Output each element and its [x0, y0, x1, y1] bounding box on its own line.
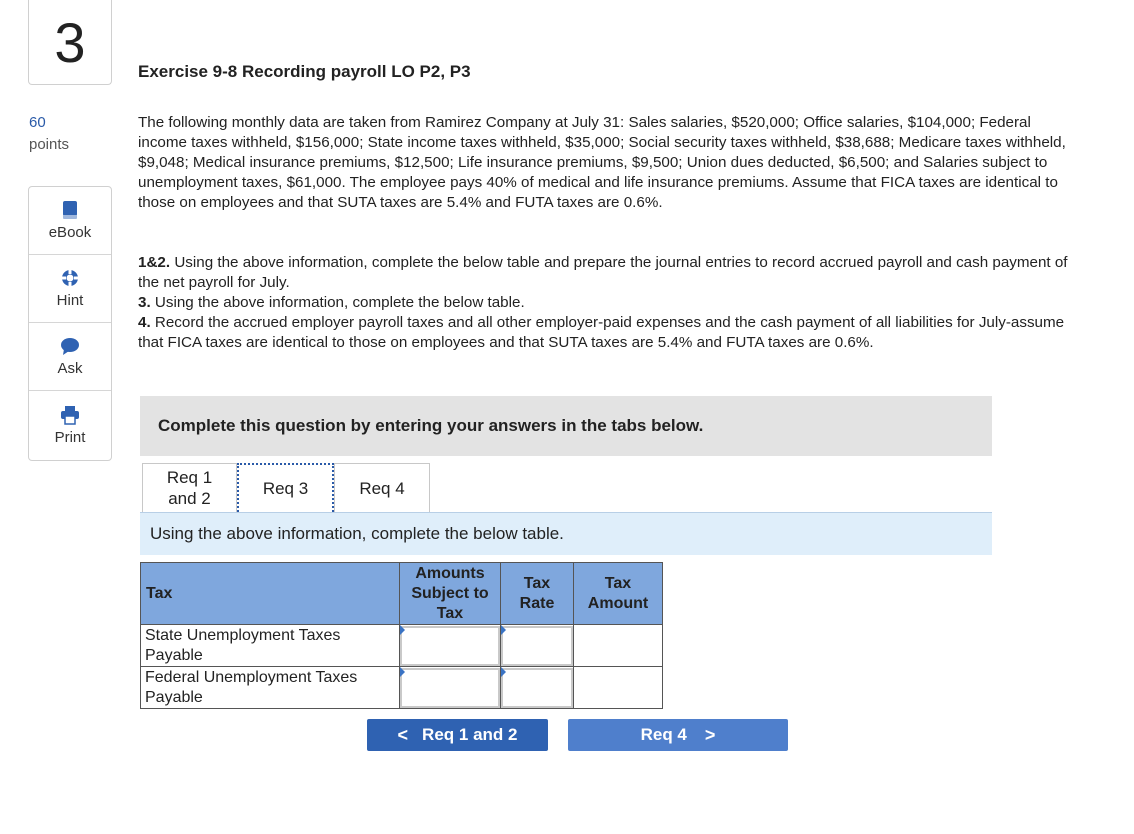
instructions-banner: Complete this question by entering your answers in the tabs below. [140, 396, 992, 456]
tools-panel [28, 186, 112, 461]
requirement-number: 4. [138, 314, 151, 331]
prev-req-button[interactable] [367, 719, 548, 751]
requirement-text: Using the above information, complete the below table. [150, 294, 525, 311]
tab-req-1-and-2[interactable] [142, 463, 237, 512]
tab-instruction: Using the above information, complete the below table. [140, 512, 992, 555]
requirement-number: 3. [138, 294, 151, 311]
row-label [141, 625, 400, 667]
row-label-line1: Federal Unemployment Taxes [145, 668, 358, 686]
requirement-item [138, 253, 1078, 293]
ebook-button[interactable] [29, 187, 111, 255]
requirement-tabs [142, 463, 430, 512]
points-box [29, 112, 69, 156]
points-label: points [29, 136, 70, 153]
chevron-right-icon: > [704, 724, 716, 745]
input-marker-icon [400, 625, 405, 635]
cell-amount-subject [400, 625, 501, 667]
header-line: Tax [523, 574, 551, 592]
input-marker-icon [501, 625, 506, 635]
ask-label: Ask [57, 360, 83, 377]
chevron-left-icon: < [397, 724, 409, 745]
lifebuoy-icon [60, 268, 80, 288]
tab-req-3[interactable] [237, 463, 334, 512]
question-number: 3 [28, 0, 112, 85]
tab-label-line2: and 2 [168, 489, 211, 508]
printer-icon [60, 405, 80, 425]
points-value: 60 [29, 114, 46, 131]
header-tax: Tax [141, 563, 400, 625]
requirement-number: 1&2. [138, 254, 171, 271]
exercise-title: Exercise 9-8 Recording payroll LO P2, P3 [138, 62, 471, 81]
row-label [141, 667, 400, 709]
print-label: Print [54, 428, 86, 446]
table-header-row [141, 563, 663, 625]
header-line: Subject to [411, 584, 489, 602]
tab-label: Req 4 [359, 478, 405, 498]
next-req-label: Req 4 [640, 725, 687, 744]
suta-amount-subject-input[interactable] [400, 626, 500, 666]
unemployment-tax-table [140, 562, 663, 709]
futa-tax-rate-input[interactable] [501, 668, 573, 708]
print-button[interactable] [29, 391, 111, 459]
header-line: Rate [519, 594, 555, 612]
hint-button[interactable] [29, 255, 111, 323]
hint-label: Hint [56, 292, 84, 309]
header-tax-rate [501, 563, 574, 625]
header-line: Tax [604, 574, 632, 592]
header-tax-amount [574, 563, 663, 625]
requirement-text: Using the above information, complete the below table and prepare the journal entries to record accrued payroll and cash payment of the net payroll for July. [138, 254, 1068, 291]
row-label-line2: Payable [145, 688, 203, 706]
row-label-line2: Payable [145, 646, 203, 664]
requirement-item [138, 313, 1078, 353]
requirement-text: Record the accrued employer payroll taxes and all other employer-paid expenses and the cash payment of all liabilities for July-assume that FICA taxes are identical to those on employees and that SUTA taxes are 5.4% and FUTA taxes are 0.6%. [138, 314, 1065, 351]
chat-bubble-icon [60, 336, 80, 356]
header-line: Amounts [415, 564, 485, 582]
cell-tax-rate [501, 625, 574, 667]
table-row [141, 667, 663, 709]
futa-tax-amount-cell [574, 667, 663, 709]
futa-amount-subject-input[interactable] [400, 668, 500, 708]
book-icon [62, 200, 78, 220]
prev-req-label: Req 1 and 2 [422, 725, 518, 744]
cell-tax-rate [501, 667, 574, 709]
tab-label-line1: Req 1 [166, 468, 213, 487]
cell-amount-subject [400, 667, 501, 709]
input-marker-icon [400, 667, 405, 677]
ebook-label: eBook [48, 224, 92, 241]
requirements-list [138, 253, 1078, 353]
requirement-item [138, 293, 1078, 313]
ask-button[interactable] [29, 323, 111, 391]
row-label-line1: State Unemployment Taxes [145, 626, 341, 644]
problem-paragraph: The following monthly data are taken from Ramirez Company at July 31: Sales salaries, $520,000; Office salaries, $104,000; Federal income taxes withheld, $156,000; State income taxes withheld, $35,000; Social security taxes withheld, $38,688; Medicare taxes withheld, $9,048; Medical insurance premiums, $12,500; Life insurance premiums, $9,500; Union dues deducted, $6,500; and Salaries subject to unemployment taxes, $61,000. The employee pays 40% of medical and life insurance premiums. Assume that FICA taxes are identical to those on employees and that SUTA taxes are 5.4% and FUTA taxes are 0.6%. [138, 114, 1066, 211]
table-row [141, 625, 663, 667]
input-marker-icon [501, 667, 506, 677]
tab-label: Req 3 [262, 479, 309, 498]
suta-tax-amount-cell [574, 625, 663, 667]
header-line: Tax [436, 604, 464, 622]
header-line: Amount [587, 594, 649, 612]
suta-tax-rate-input[interactable] [501, 626, 573, 666]
header-amount-subject [400, 563, 501, 625]
next-req-button[interactable] [568, 719, 788, 751]
tab-req-4[interactable] [334, 463, 430, 512]
